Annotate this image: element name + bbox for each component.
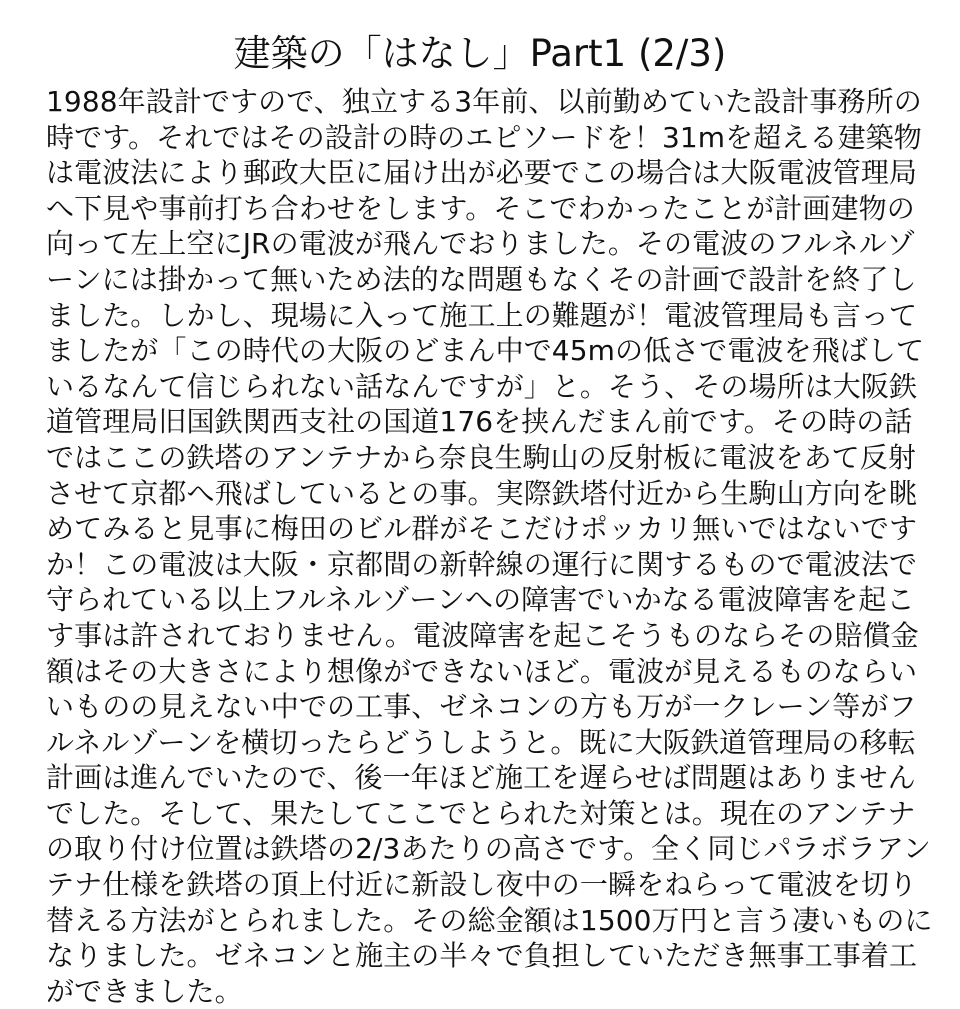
text-line: テナ仕様を鉄塔の頂上付近に新設し夜中の一瞬をねらって電波を切り [46, 868, 918, 902]
text-line: ました。しかし、現場に入って施工上の難題が！電波管理局も言って [46, 298, 918, 332]
text-line: ではここの鉄塔のアンテナから奈良生駒山の反射板に電波をあて反射 [46, 440, 916, 474]
text-line: 道管理局旧国鉄関西支社の国道176を挟んだまん前です。その時の話 [46, 405, 913, 439]
text-line: か！この電波は大阪・京都間の新幹線の運行に関するもので電波法で [46, 547, 918, 581]
text-line: の取り付け位置は鉄塔の2/3あたりの高さです。全く同じパラボラアン [46, 832, 932, 866]
text-line: でした。そして、果たしてここでとられた対策とは。現在のアンテナ [46, 796, 916, 830]
text-line: させて京都へ飛ばしているとの事。実際鉄塔付近から生駒山方向を眺 [46, 476, 918, 510]
page-title: 建築の「はなし」Part1 (2/3) [233, 32, 727, 75]
text-line: 向って左上空にJRの電波が飛んでおりました。その電波のフルネルゾ [46, 227, 915, 261]
text-line: ましたが「この時代の大阪のどまん中で45mの低さで電波を飛ばして [46, 334, 925, 368]
text-line: 額はその大きさにより想像ができないほど。電波が見えるものならい [46, 654, 918, 688]
text-line: ルネルゾーンを横切ったらどうしようと。既に大阪鉄道管理局の移転 [46, 725, 916, 759]
text-line: は電波法により郵政大臣に届け出が必要でこの場合は大阪電波管理局 [46, 156, 918, 190]
text-line: ができました。 [46, 974, 243, 1008]
article-body [46, 84, 946, 1009]
text-line: 計画は進んでいたので、後一年ほど施工を遅らせば問題はありません [46, 761, 916, 795]
text-line: へ下見や事前打ち合わせをします。そこでわかったことが計画建物の [46, 191, 915, 225]
text-line: 替える方法がとられました。その総金額は1500万円と言う凄いものに [46, 903, 933, 937]
text-line: いものの見えない中での工事、ゼネコンの方も万が一クレーン等がフ [46, 690, 917, 724]
text-line: 守られている以上フルネルゾーンへの障害でいかなる電波障害を起こ [46, 583, 915, 617]
text-line: 1988年設計ですので、独立する3年前、以前勤めていた設計事務所の [46, 85, 922, 118]
text-line: 時です。それではその設計の時のエピソードを！31mを超える建築物 [46, 120, 922, 154]
text-line: ーンには掛かって無いため法的な問題もなくその計画で設計を終了し [46, 262, 917, 296]
text-line: めてみると見事に梅田のビル群がそこだけポッカリ無いではないです [46, 512, 918, 546]
text-line: す事は許されておりません。電波障害を起こそうものならその賠償金 [46, 618, 919, 652]
text-line: いるなんて信じられない話なんですが」と。そう、その場所は大阪鉄 [46, 369, 918, 403]
text-line: なりました。ゼネコンと施主の半々で負担していただき無事工事着工 [46, 939, 918, 973]
